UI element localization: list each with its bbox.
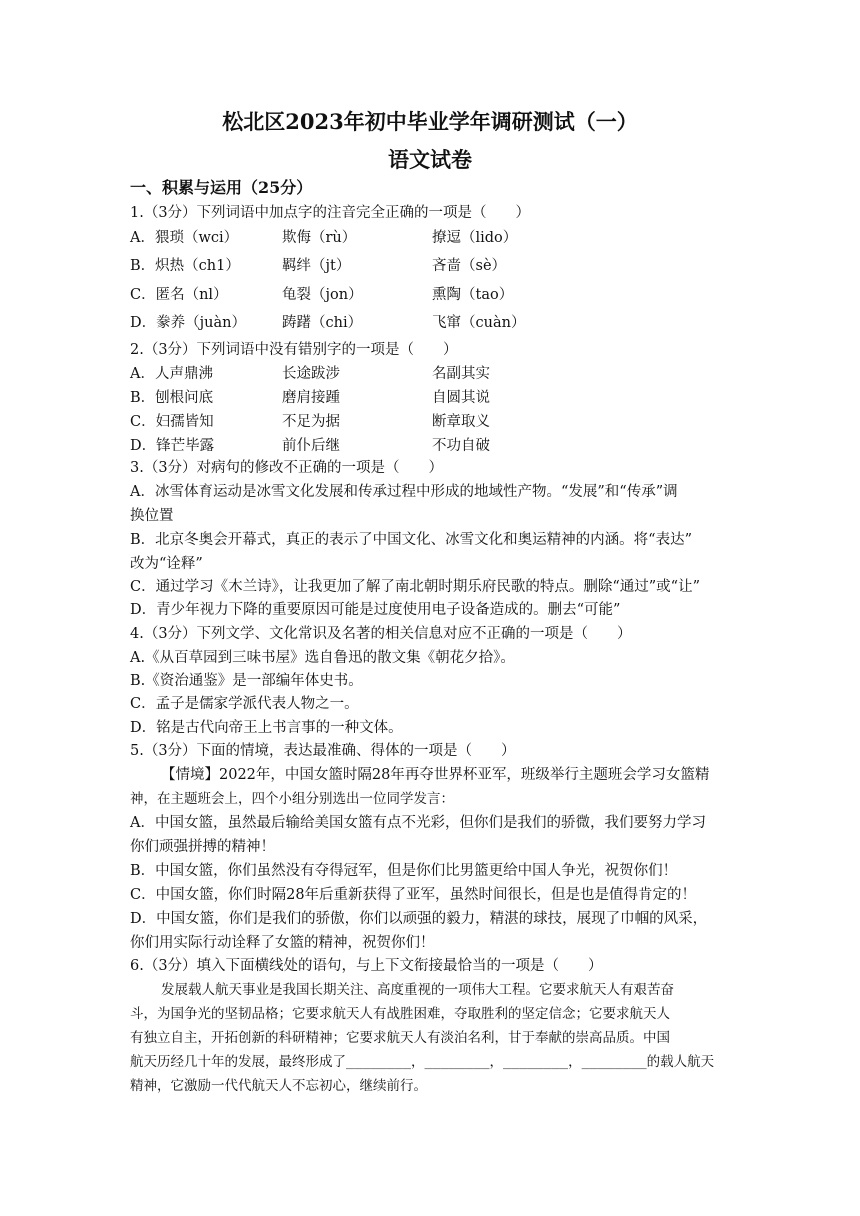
q1-option-b-word-1: B．炽热（ch1）	[130, 258, 240, 274]
q2-option-c-word-3: 断章取义	[432, 414, 490, 430]
q6-passage-line-1: 发展载人航天事业是我国长期关注、高度重视的一项伟大工程。它要求航天人有艰苦奋	[161, 982, 674, 998]
question-5-stem: 5.（3分）下面的情境，表达最准确、得体的一项是（ ）	[130, 743, 516, 759]
q2-option-b-word-2: 磨肩接踵	[282, 390, 340, 406]
q2-option-b-word-3: 自圆其说	[432, 390, 490, 406]
q2-option-d-word-2: 前仆后继	[282, 438, 340, 454]
q1-option-c-word-2: 龟裂（jon）	[282, 287, 363, 303]
q2-option-d-word-1: D．锋芒毕露	[130, 438, 215, 454]
q6-passage-line-5: 精神，它激励一代代航天人不忘初心，继续前行。	[130, 1078, 427, 1094]
q3-option-a: A．冰雪体育运动是冰雪文化发展和传承过程中形成的地域性产物。“发展”和“传承”调	[130, 484, 678, 500]
q3-option-a-cont: 换位置	[130, 508, 174, 524]
q1-option-d-word-2: 踌躇（chi）	[282, 315, 363, 331]
q2-option-c-word-1: C．妇孺皆知	[130, 414, 214, 430]
q2-option-d-word-3: 不功自破	[432, 438, 490, 454]
q1-option-d-word-1: D．豢养（juàn）	[130, 315, 246, 331]
q5-option-d: D．中国女篮，你们是我们的骄傲，你们以顽强的毅力，精湛的球技，展现了巾帼的风采，	[130, 911, 708, 927]
q3-option-d: D．青少年视力下降的重要原因可能是过度使用电子设备造成的。删去“可能”	[130, 602, 621, 618]
q5-option-a-cont: 你们顽强拼搏的精神！	[130, 839, 275, 855]
q1-option-c-word-1: C．匿名（nl）	[130, 287, 228, 303]
q4-option-a: A.《从百草园到三味书屋》选自鲁迅的散文集《朝花夕拾》。	[130, 650, 515, 666]
q3-option-b-cont: 改为“诠释”	[130, 556, 203, 572]
q1-option-d-word-3: 飞窜（cuàn）	[432, 315, 526, 331]
q5-option-a: A．中国女篮，虽然最后输给美国女篮有点不光彩，但你们是我们的骄微，我们要努力学习	[130, 815, 706, 831]
question-1-stem: 1.（3分）下列词语中加点字的注音完全正确的一项是（ ）	[130, 205, 531, 221]
q2-option-c-word-2: 不足为据	[282, 414, 340, 430]
q1-option-a-word-1: A．猥琐（wci）	[130, 230, 239, 246]
question-6-stem: 6.（3分）填入下面横线处的语句，与上下文衔接最恰当的一项是（ ）	[130, 958, 603, 974]
q5-option-c: C．中国女篮，你们时隔28年后重新获得了亚军，虽然时间很长，但是也是值得肯定的！	[130, 887, 697, 903]
q1-option-a-word-3: 撩逗（lido）	[432, 230, 518, 246]
q2-option-a-word-2: 长途跋涉	[282, 366, 340, 382]
q3-option-c: C．通过学习《木兰诗》，让我更加了解了南北朝时期乐府民歌的特点。删除“通过”或“让”	[130, 579, 700, 595]
q1-option-a-word-2: 欺侮（rù）	[282, 230, 357, 246]
q5-option-d-cont: 你们用实际行动诠释了女篮的精神，祝贺你们！	[130, 935, 435, 951]
q6-passage-line-3: 有独立自主，开拓创新的科研精神；它要求航天人有淡泊名利，甘于奉献的崇高品质。中国	[130, 1030, 670, 1046]
q4-option-d: D．铭是古代向帝王上书言事的一种文体。	[130, 720, 403, 736]
question-2-stem: 2.（3分）下列词语中没有错别字的一项是（ ）	[130, 342, 458, 358]
q1-option-c-word-3: 熏陶（tao）	[432, 287, 514, 303]
q5-context-line-1: 【情境】2022年，中国女篮时隔28年再夺世界杯亚军，班级举行主题班会学习女篮精	[161, 767, 710, 783]
question-3-stem: 3.（3分）对病句的修改不正确的一项是（ ）	[130, 460, 444, 476]
section-heading: 一、积累与运用（25分）	[130, 178, 313, 197]
q2-option-a-word-1: A．人声鼎沸	[130, 366, 213, 382]
exam-subtitle: 语文试卷	[388, 147, 472, 172]
q2-option-a-word-3: 名副其实	[432, 366, 490, 382]
q6-passage-line-4: 航天历经几十年的发展，最终形成了________，________，________，________的载人航天	[130, 1054, 715, 1070]
q4-option-b: B.《资治通鉴》是一部编年体史书。	[130, 673, 363, 689]
exam-title: 松北区2023年初中毕业学年调研测试（一）	[222, 109, 638, 134]
q1-option-b-word-2: 羁绊（jt）	[282, 258, 351, 274]
question-4-stem: 4.（3分）下列文学、文化常识及名著的相关信息对应不正确的一项是（ ）	[130, 626, 632, 642]
q2-option-b-word-1: B．刨根问底	[130, 390, 214, 406]
q6-passage-line-2: 斗，为国争光的坚韧品格；它要求航天人有战胜困难，夺取胜利的坚定信念；它要求航天人	[130, 1006, 670, 1022]
q3-option-b: B．北京冬奥会开幕式，真正的表示了中国文化、冰雪文化和奥运精神的内涵。将“表达”	[130, 532, 692, 548]
q4-option-c: C．孟子是儒家学派代表人物之一。	[130, 696, 359, 712]
q5-context-line-2: 神，在主题班会上，四个小组分别选出一位同学发言：	[130, 791, 454, 807]
q1-option-b-word-3: 吝啬（sè）	[432, 258, 507, 274]
q5-option-b: B．中国女篮，你们虽然没有夺得冠军，但是你们比男篮更给中国人争光，祝贺你们！	[130, 863, 678, 879]
